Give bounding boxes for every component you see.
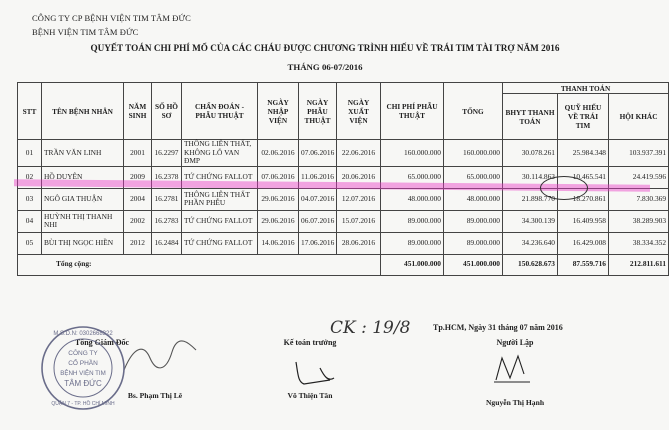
header-name: TÊN BỆNH NHÂN bbox=[42, 83, 124, 140]
stamp-line: M.S.D.N: 0302668322 bbox=[53, 331, 113, 337]
header-cost: CHI PHÍ PHẪU THUẬT bbox=[381, 83, 444, 140]
header-bhyt: BHYT THANH TOÁN bbox=[503, 94, 558, 140]
document-title: QUYẾT TOÁN CHI PHÍ MỔ CỦA CÁC CHÁU ĐƯỢC CHƯƠNG TRÌNH HIẾU VỀ TRÁI TIM TÀI TRỢ NĂM 2016 bbox=[90, 43, 560, 53]
cell-fund: 16.409.958 bbox=[558, 210, 609, 232]
cell-diagnosis: TỨ CHỨNG FALLOT bbox=[182, 166, 258, 188]
cell-bhyt: 30.114.863 bbox=[503, 166, 558, 188]
header-record: SỐ HỒ SƠ bbox=[152, 83, 182, 140]
stamp-line: CỔ PHẦN bbox=[68, 360, 98, 367]
cell-birth: 2012 bbox=[124, 232, 152, 254]
header-surgery: NGÀY PHẪU THUẬT bbox=[299, 83, 337, 140]
cell-surgery: 07.06.2016 bbox=[299, 140, 337, 167]
company-name: CÔNG TY CP BỆNH VIỆN TIM TÂM ĐỨC bbox=[32, 13, 191, 23]
accountant-signature bbox=[290, 358, 340, 388]
cell-bhyt: 34.236.640 bbox=[503, 232, 558, 254]
cell-cost: 160.000.000 bbox=[381, 140, 444, 167]
cell-discharge: 15.07.2016 bbox=[337, 210, 381, 232]
cell-name: HỒ DUYÊN bbox=[42, 166, 124, 188]
director-title: Tổng Giám Đốc bbox=[74, 338, 130, 347]
cell-stt: 01 bbox=[18, 140, 42, 167]
totals-fund: 87.559.716 bbox=[558, 254, 609, 275]
hospital-name: BỆNH VIỆN TIM TÂM ĐỨC bbox=[32, 27, 139, 37]
cell-admit: 14.06.2016 bbox=[258, 232, 299, 254]
cell-surgery: 04.07.2016 bbox=[299, 188, 337, 210]
header-stt: STT bbox=[18, 83, 42, 140]
totals-row bbox=[18, 254, 669, 275]
totals-cost: 451.000.000 bbox=[381, 254, 444, 275]
cell-other: 38.289.903 bbox=[609, 210, 669, 232]
cell-admit: 02.06.2016 bbox=[258, 140, 299, 167]
table-row bbox=[18, 232, 669, 254]
header-payment: THANH TOÁN bbox=[503, 83, 669, 94]
totals-label: Tổng cộng: bbox=[18, 254, 381, 275]
cell-total: 160.000.000 bbox=[444, 140, 503, 167]
handwritten-note: CK : 19/8 bbox=[330, 318, 411, 338]
cell-record: 16.2783 bbox=[152, 210, 182, 232]
cell-stt: 04 bbox=[18, 210, 42, 232]
header-diagnosis: CHẨN ĐOÁN - PHẪU THUẬT bbox=[182, 83, 258, 140]
director-name: Bs. Phạm Thị Lê bbox=[127, 391, 183, 400]
cell-other: 7.830.369 bbox=[609, 188, 669, 210]
header-admit: NGÀY NHẬP VIỆN bbox=[258, 83, 299, 140]
header-fund: QUỸ HIẾU VỀ TRÁI TIM bbox=[558, 94, 609, 140]
cell-surgery: 11.06.2016 bbox=[299, 166, 337, 188]
header-other: HỘI KHÁC bbox=[609, 94, 669, 140]
preparer-signature bbox=[490, 352, 534, 384]
accountant-name: Võ Thiện Tân bbox=[287, 391, 333, 400]
cell-fund: 10.465.541 bbox=[558, 166, 609, 188]
preparer-title: Người Lập bbox=[496, 338, 534, 347]
cell-name: HUỲNH THỊ THANH NHI bbox=[42, 210, 124, 232]
director-signature bbox=[120, 340, 200, 376]
accountant-title: Kế toán trưởng bbox=[283, 338, 337, 347]
cell-cost: 48.000.000 bbox=[381, 188, 444, 210]
cell-fund: 25.984.348 bbox=[558, 140, 609, 167]
cell-birth: 2009 bbox=[124, 166, 152, 188]
cell-cost: 65.000.000 bbox=[381, 166, 444, 188]
stamp-line: CÔNG TY bbox=[68, 350, 98, 357]
cell-other: 103.937.391 bbox=[609, 140, 669, 167]
cell-fund: 18.270.861 bbox=[558, 188, 609, 210]
totals-other: 212.811.611 bbox=[609, 254, 669, 275]
cell-surgery: 06.07.2016 bbox=[299, 210, 337, 232]
cell-total: 89.000.000 bbox=[444, 232, 503, 254]
place-date: Tp.HCM, Ngày 31 tháng 07 năm 2016 bbox=[433, 323, 563, 332]
cell-cost: 89.000.000 bbox=[381, 232, 444, 254]
cell-stt: 02 bbox=[18, 166, 42, 188]
cell-birth: 2004 bbox=[124, 188, 152, 210]
cell-record: 16.2378 bbox=[152, 166, 182, 188]
cell-birth: 2001 bbox=[124, 140, 152, 167]
cell-surgery: 17.06.2016 bbox=[299, 232, 337, 254]
header-discharge: NGÀY XUẤT VIỆN bbox=[337, 83, 381, 140]
stamp-line: QUẬN 7 - TP. HỒ CHÍ MINH bbox=[51, 401, 115, 407]
stamp-line: TÂM ĐỨC bbox=[64, 379, 102, 388]
cell-bhyt: 30.078.261 bbox=[503, 140, 558, 167]
cell-diagnosis: TỨ CHỨNG FALLOT bbox=[182, 210, 258, 232]
cell-diagnosis: THÔNG LIÊN THẤT PHẦN PHỄU bbox=[182, 188, 258, 210]
cell-total: 89.000.000 bbox=[444, 210, 503, 232]
document-subtitle: THÁNG 06-07/2016 bbox=[287, 62, 363, 72]
cell-name: BÙI THỊ NGỌC HIỀN bbox=[42, 232, 124, 254]
cell-record: 16.2781 bbox=[152, 188, 182, 210]
cell-other: 24.419.596 bbox=[609, 166, 669, 188]
cell-name: TRẦN VĂN LINH bbox=[42, 140, 124, 167]
cell-diagnosis: THÔNG LIÊN THẤT, KHÔNG LỖ VAN ĐMP bbox=[182, 140, 258, 167]
totals-total: 451.000.000 bbox=[444, 254, 503, 275]
cell-discharge: 20.06.2016 bbox=[337, 166, 381, 188]
cell-birth: 2002 bbox=[124, 210, 152, 232]
cell-admit: 07.06.2016 bbox=[258, 166, 299, 188]
cell-bhyt: 21.898.770 bbox=[503, 188, 558, 210]
cell-record: 16.2297 bbox=[152, 140, 182, 167]
cell-stt: 03 bbox=[18, 188, 42, 210]
header-birth: NĂM SINH bbox=[124, 83, 152, 140]
cell-total: 48.000.000 bbox=[444, 188, 503, 210]
cell-other: 38.334.352 bbox=[609, 232, 669, 254]
company-seal bbox=[40, 325, 126, 411]
cell-discharge: 22.06.2016 bbox=[337, 140, 381, 167]
cell-discharge: 12.07.2016 bbox=[337, 188, 381, 210]
cell-admit: 29.06.2016 bbox=[258, 210, 299, 232]
header-total: TỔNG bbox=[444, 83, 503, 140]
table-row bbox=[18, 210, 669, 232]
totals-bhyt: 150.628.673 bbox=[503, 254, 558, 275]
cell-name: NGÔ GIA THUẬN bbox=[42, 188, 124, 210]
cell-bhyt: 34.300.139 bbox=[503, 210, 558, 232]
cell-cost: 89.000.000 bbox=[381, 210, 444, 232]
cell-fund: 16.429.008 bbox=[558, 232, 609, 254]
cell-discharge: 28.06.2016 bbox=[337, 232, 381, 254]
pen-circle-mark bbox=[540, 176, 588, 200]
cell-record: 16.2484 bbox=[152, 232, 182, 254]
cell-admit: 29.06.2016 bbox=[258, 188, 299, 210]
table-row bbox=[18, 140, 669, 167]
cell-stt: 05 bbox=[18, 232, 42, 254]
cell-total: 65.000.000 bbox=[444, 166, 503, 188]
cell-diagnosis: TỨ CHỨNG FALLOT bbox=[182, 232, 258, 254]
preparer-name: Nguyễn Thị Hạnh bbox=[485, 398, 545, 407]
stamp-line: BỆNH VIỆN TIM bbox=[60, 370, 106, 377]
